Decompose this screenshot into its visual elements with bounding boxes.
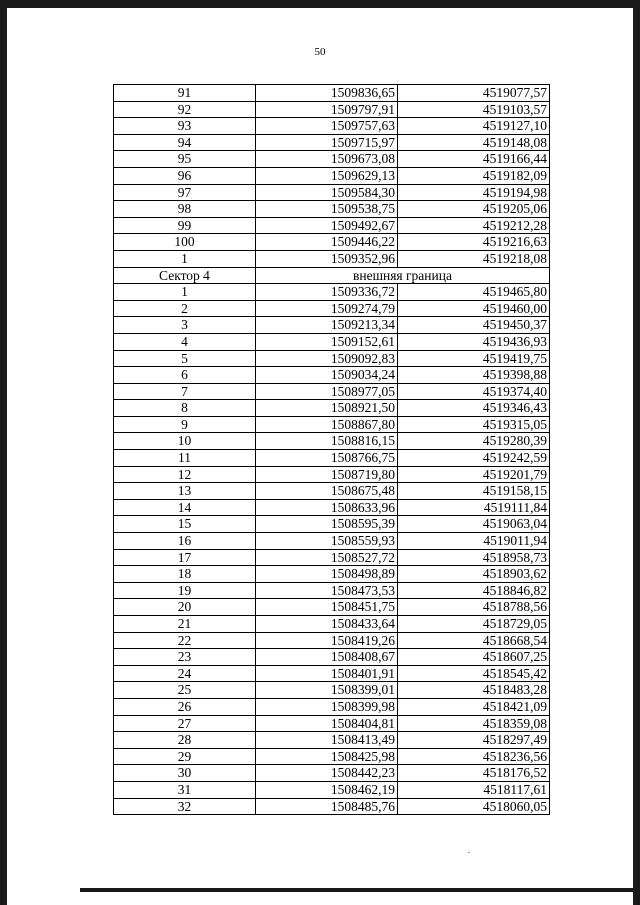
y-coordinate-cell: 4518958,73	[398, 549, 550, 566]
y-coordinate-cell: 4519212,28	[398, 217, 550, 234]
point-number-cell: 96	[114, 167, 256, 184]
y-coordinate-cell: 4518359,08	[398, 715, 550, 732]
y-coordinate-cell: 4519398,88	[398, 367, 550, 384]
point-number-cell: 32	[114, 798, 256, 815]
table-row	[114, 682, 550, 699]
x-coordinate-cell: 1508675,48	[256, 483, 398, 500]
point-number-cell: 97	[114, 184, 256, 201]
y-coordinate-cell: 4519182,09	[398, 167, 550, 184]
y-coordinate-cell: 4519103,57	[398, 101, 550, 118]
point-number-cell: 1	[114, 284, 256, 301]
y-coordinate-cell: 4519460,00	[398, 300, 550, 317]
point-number-cell: 9	[114, 416, 256, 433]
table-row	[114, 566, 550, 583]
x-coordinate-cell: 1509757,63	[256, 118, 398, 135]
table-row	[114, 300, 550, 317]
x-coordinate-cell: 1508399,01	[256, 682, 398, 699]
point-number-cell: 98	[114, 201, 256, 218]
table-row	[114, 250, 550, 267]
table-row	[114, 798, 550, 815]
table-row	[114, 765, 550, 782]
y-coordinate-cell: 4518846,82	[398, 582, 550, 599]
x-coordinate-cell: 1508527,72	[256, 549, 398, 566]
coordinates-table	[113, 84, 550, 815]
x-coordinate-cell: 1509673,08	[256, 151, 398, 168]
scan-border-top	[0, 0, 640, 8]
point-number-cell: 22	[114, 632, 256, 649]
table-row	[114, 516, 550, 533]
scan-border-left	[0, 0, 7, 905]
table-row	[114, 632, 550, 649]
y-coordinate-cell: 4519419,75	[398, 350, 550, 367]
x-coordinate-cell: 1509538,75	[256, 201, 398, 218]
section-header	[114, 267, 550, 284]
point-number-cell: 12	[114, 466, 256, 483]
point-number-cell: 26	[114, 698, 256, 715]
x-coordinate-cell: 1508485,76	[256, 798, 398, 815]
x-coordinate-cell: 1508433,64	[256, 616, 398, 633]
table-row	[114, 781, 550, 798]
x-coordinate-cell: 1508408,67	[256, 649, 398, 666]
y-coordinate-cell: 4519011,94	[398, 533, 550, 550]
x-coordinate-cell: 1508473,53	[256, 582, 398, 599]
y-coordinate-cell: 4518060,05	[398, 798, 550, 815]
y-coordinate-cell: 4519346,43	[398, 400, 550, 417]
table-row	[114, 101, 550, 118]
y-coordinate-cell: 4518668,54	[398, 632, 550, 649]
point-number-cell: 5	[114, 350, 256, 367]
table-body-after	[114, 284, 550, 815]
table-row	[114, 649, 550, 666]
y-coordinate-cell: 4519280,39	[398, 433, 550, 450]
x-coordinate-cell: 1508442,23	[256, 765, 398, 782]
y-coordinate-cell: 4518903,62	[398, 566, 550, 583]
point-number-cell: 15	[114, 516, 256, 533]
y-coordinate-cell: 4519166,44	[398, 151, 550, 168]
x-coordinate-cell: 1508766,75	[256, 450, 398, 467]
table-row	[114, 151, 550, 168]
x-coordinate-cell: 1509336,72	[256, 284, 398, 301]
point-number-cell: 94	[114, 134, 256, 151]
y-coordinate-cell: 4519158,15	[398, 483, 550, 500]
y-coordinate-cell: 4519063,04	[398, 516, 550, 533]
table-row	[114, 167, 550, 184]
point-number-cell: 1	[114, 250, 256, 267]
y-coordinate-cell: 4518483,28	[398, 682, 550, 699]
y-coordinate-cell: 4518176,52	[398, 765, 550, 782]
x-coordinate-cell: 1508867,80	[256, 416, 398, 433]
point-number-cell: 11	[114, 450, 256, 467]
y-coordinate-cell: 4519465,80	[398, 284, 550, 301]
x-coordinate-cell: 1508559,93	[256, 533, 398, 550]
point-number-cell: 24	[114, 665, 256, 682]
point-number-cell: 2	[114, 300, 256, 317]
y-coordinate-cell: 4518788,56	[398, 599, 550, 616]
point-number-cell: 16	[114, 533, 256, 550]
point-number-cell: 92	[114, 101, 256, 118]
point-number-cell: 100	[114, 234, 256, 251]
x-coordinate-cell: 1508816,15	[256, 433, 398, 450]
point-number-cell: 7	[114, 383, 256, 400]
table-row	[114, 85, 550, 102]
y-coordinate-cell: 4518236,56	[398, 748, 550, 765]
x-coordinate-cell: 1508419,26	[256, 632, 398, 649]
table-row	[114, 450, 550, 467]
table-row	[114, 466, 550, 483]
table-row	[114, 333, 550, 350]
table-row	[114, 118, 550, 135]
x-coordinate-cell: 1508462,19	[256, 781, 398, 798]
x-coordinate-cell: 1509213,34	[256, 317, 398, 334]
scan-border-right	[633, 0, 640, 905]
point-number-cell: 13	[114, 483, 256, 500]
x-coordinate-cell: 1509629,13	[256, 167, 398, 184]
x-coordinate-cell: 1509274,79	[256, 300, 398, 317]
table-row	[114, 665, 550, 682]
x-coordinate-cell: 1508404,81	[256, 715, 398, 732]
point-number-cell: 18	[114, 566, 256, 583]
table-row	[114, 134, 550, 151]
x-coordinate-cell: 1509092,83	[256, 350, 398, 367]
x-coordinate-cell: 1509152,61	[256, 333, 398, 350]
table-row	[114, 317, 550, 334]
x-coordinate-cell: 1508595,39	[256, 516, 398, 533]
table-body-before	[114, 85, 550, 268]
point-number-cell: 93	[114, 118, 256, 135]
x-coordinate-cell: 1509034,24	[256, 367, 398, 384]
point-number-cell: 28	[114, 732, 256, 749]
x-coordinate-cell: 1509715,97	[256, 134, 398, 151]
table-row	[114, 350, 550, 367]
point-number-cell: 23	[114, 649, 256, 666]
y-coordinate-cell: 4519436,93	[398, 333, 550, 350]
page-number: 50	[314, 46, 326, 58]
point-number-cell: 25	[114, 682, 256, 699]
y-coordinate-cell: 4518297,49	[398, 732, 550, 749]
x-coordinate-cell: 1509836,65	[256, 85, 398, 102]
point-number-cell: 4	[114, 333, 256, 350]
scan-speck	[468, 852, 470, 853]
table-row	[114, 599, 550, 616]
point-number-cell: 20	[114, 599, 256, 616]
x-coordinate-cell: 1508399,98	[256, 698, 398, 715]
y-coordinate-cell: 4519205,06	[398, 201, 550, 218]
section-row	[114, 267, 550, 284]
y-coordinate-cell: 4518421,09	[398, 698, 550, 715]
point-number-cell: 30	[114, 765, 256, 782]
y-coordinate-cell: 4519127,10	[398, 118, 550, 135]
table-row	[114, 715, 550, 732]
point-number-cell: 99	[114, 217, 256, 234]
point-number-cell: 3	[114, 317, 256, 334]
x-coordinate-cell: 1508633,96	[256, 499, 398, 516]
y-coordinate-cell: 4519450,37	[398, 317, 550, 334]
y-coordinate-cell: 4519201,79	[398, 466, 550, 483]
point-number-cell: 91	[114, 85, 256, 102]
y-coordinate-cell: 4519194,98	[398, 184, 550, 201]
x-coordinate-cell: 1508719,80	[256, 466, 398, 483]
x-coordinate-cell: 1508921,50	[256, 400, 398, 417]
x-coordinate-cell: 1508413,49	[256, 732, 398, 749]
y-coordinate-cell: 4519374,40	[398, 383, 550, 400]
y-coordinate-cell: 4519216,63	[398, 234, 550, 251]
table-row	[114, 582, 550, 599]
x-coordinate-cell: 1509446,22	[256, 234, 398, 251]
point-number-cell: 8	[114, 400, 256, 417]
x-coordinate-cell: 1508498,89	[256, 566, 398, 583]
x-coordinate-cell: 1509352,96	[256, 250, 398, 267]
y-coordinate-cell: 4519218,08	[398, 250, 550, 267]
table-row	[114, 367, 550, 384]
point-number-cell: 27	[114, 715, 256, 732]
scan-border-bottom	[80, 888, 640, 892]
y-coordinate-cell: 4519111,84	[398, 499, 550, 516]
y-coordinate-cell: 4518729,05	[398, 616, 550, 633]
y-coordinate-cell: 4519077,57	[398, 85, 550, 102]
table-row	[114, 483, 550, 500]
table-row	[114, 284, 550, 301]
table-row	[114, 217, 550, 234]
table-row	[114, 184, 550, 201]
point-number-cell: 29	[114, 748, 256, 765]
table-row	[114, 201, 550, 218]
point-number-cell: 19	[114, 582, 256, 599]
table-row	[114, 433, 550, 450]
point-number-cell: 14	[114, 499, 256, 516]
x-coordinate-cell: 1508401,91	[256, 665, 398, 682]
point-number-cell: 17	[114, 549, 256, 566]
table-row	[114, 533, 550, 550]
x-coordinate-cell: 1508977,05	[256, 383, 398, 400]
y-coordinate-cell: 4519315,05	[398, 416, 550, 433]
y-coordinate-cell: 4519242,59	[398, 450, 550, 467]
table-row	[114, 499, 550, 516]
table-row	[114, 400, 550, 417]
y-coordinate-cell: 4518545,42	[398, 665, 550, 682]
x-coordinate-cell: 1509492,67	[256, 217, 398, 234]
point-number-cell: 6	[114, 367, 256, 384]
point-number-cell: 95	[114, 151, 256, 168]
table-row	[114, 698, 550, 715]
point-number-cell: 21	[114, 616, 256, 633]
x-coordinate-cell: 1509797,91	[256, 101, 398, 118]
section-title: внешняя граница	[256, 267, 550, 284]
table-row	[114, 234, 550, 251]
table-row	[114, 416, 550, 433]
table-row	[114, 383, 550, 400]
table-row	[114, 748, 550, 765]
point-number-cell: 31	[114, 781, 256, 798]
x-coordinate-cell: 1508425,98	[256, 748, 398, 765]
x-coordinate-cell: 1509584,30	[256, 184, 398, 201]
table-row	[114, 732, 550, 749]
y-coordinate-cell: 4518117,61	[398, 781, 550, 798]
section-label: Сектор 4	[114, 267, 256, 284]
y-coordinate-cell: 4519148,08	[398, 134, 550, 151]
table-row	[114, 616, 550, 633]
x-coordinate-cell: 1508451,75	[256, 599, 398, 616]
y-coordinate-cell: 4518607,25	[398, 649, 550, 666]
point-number-cell: 10	[114, 433, 256, 450]
table-row	[114, 549, 550, 566]
